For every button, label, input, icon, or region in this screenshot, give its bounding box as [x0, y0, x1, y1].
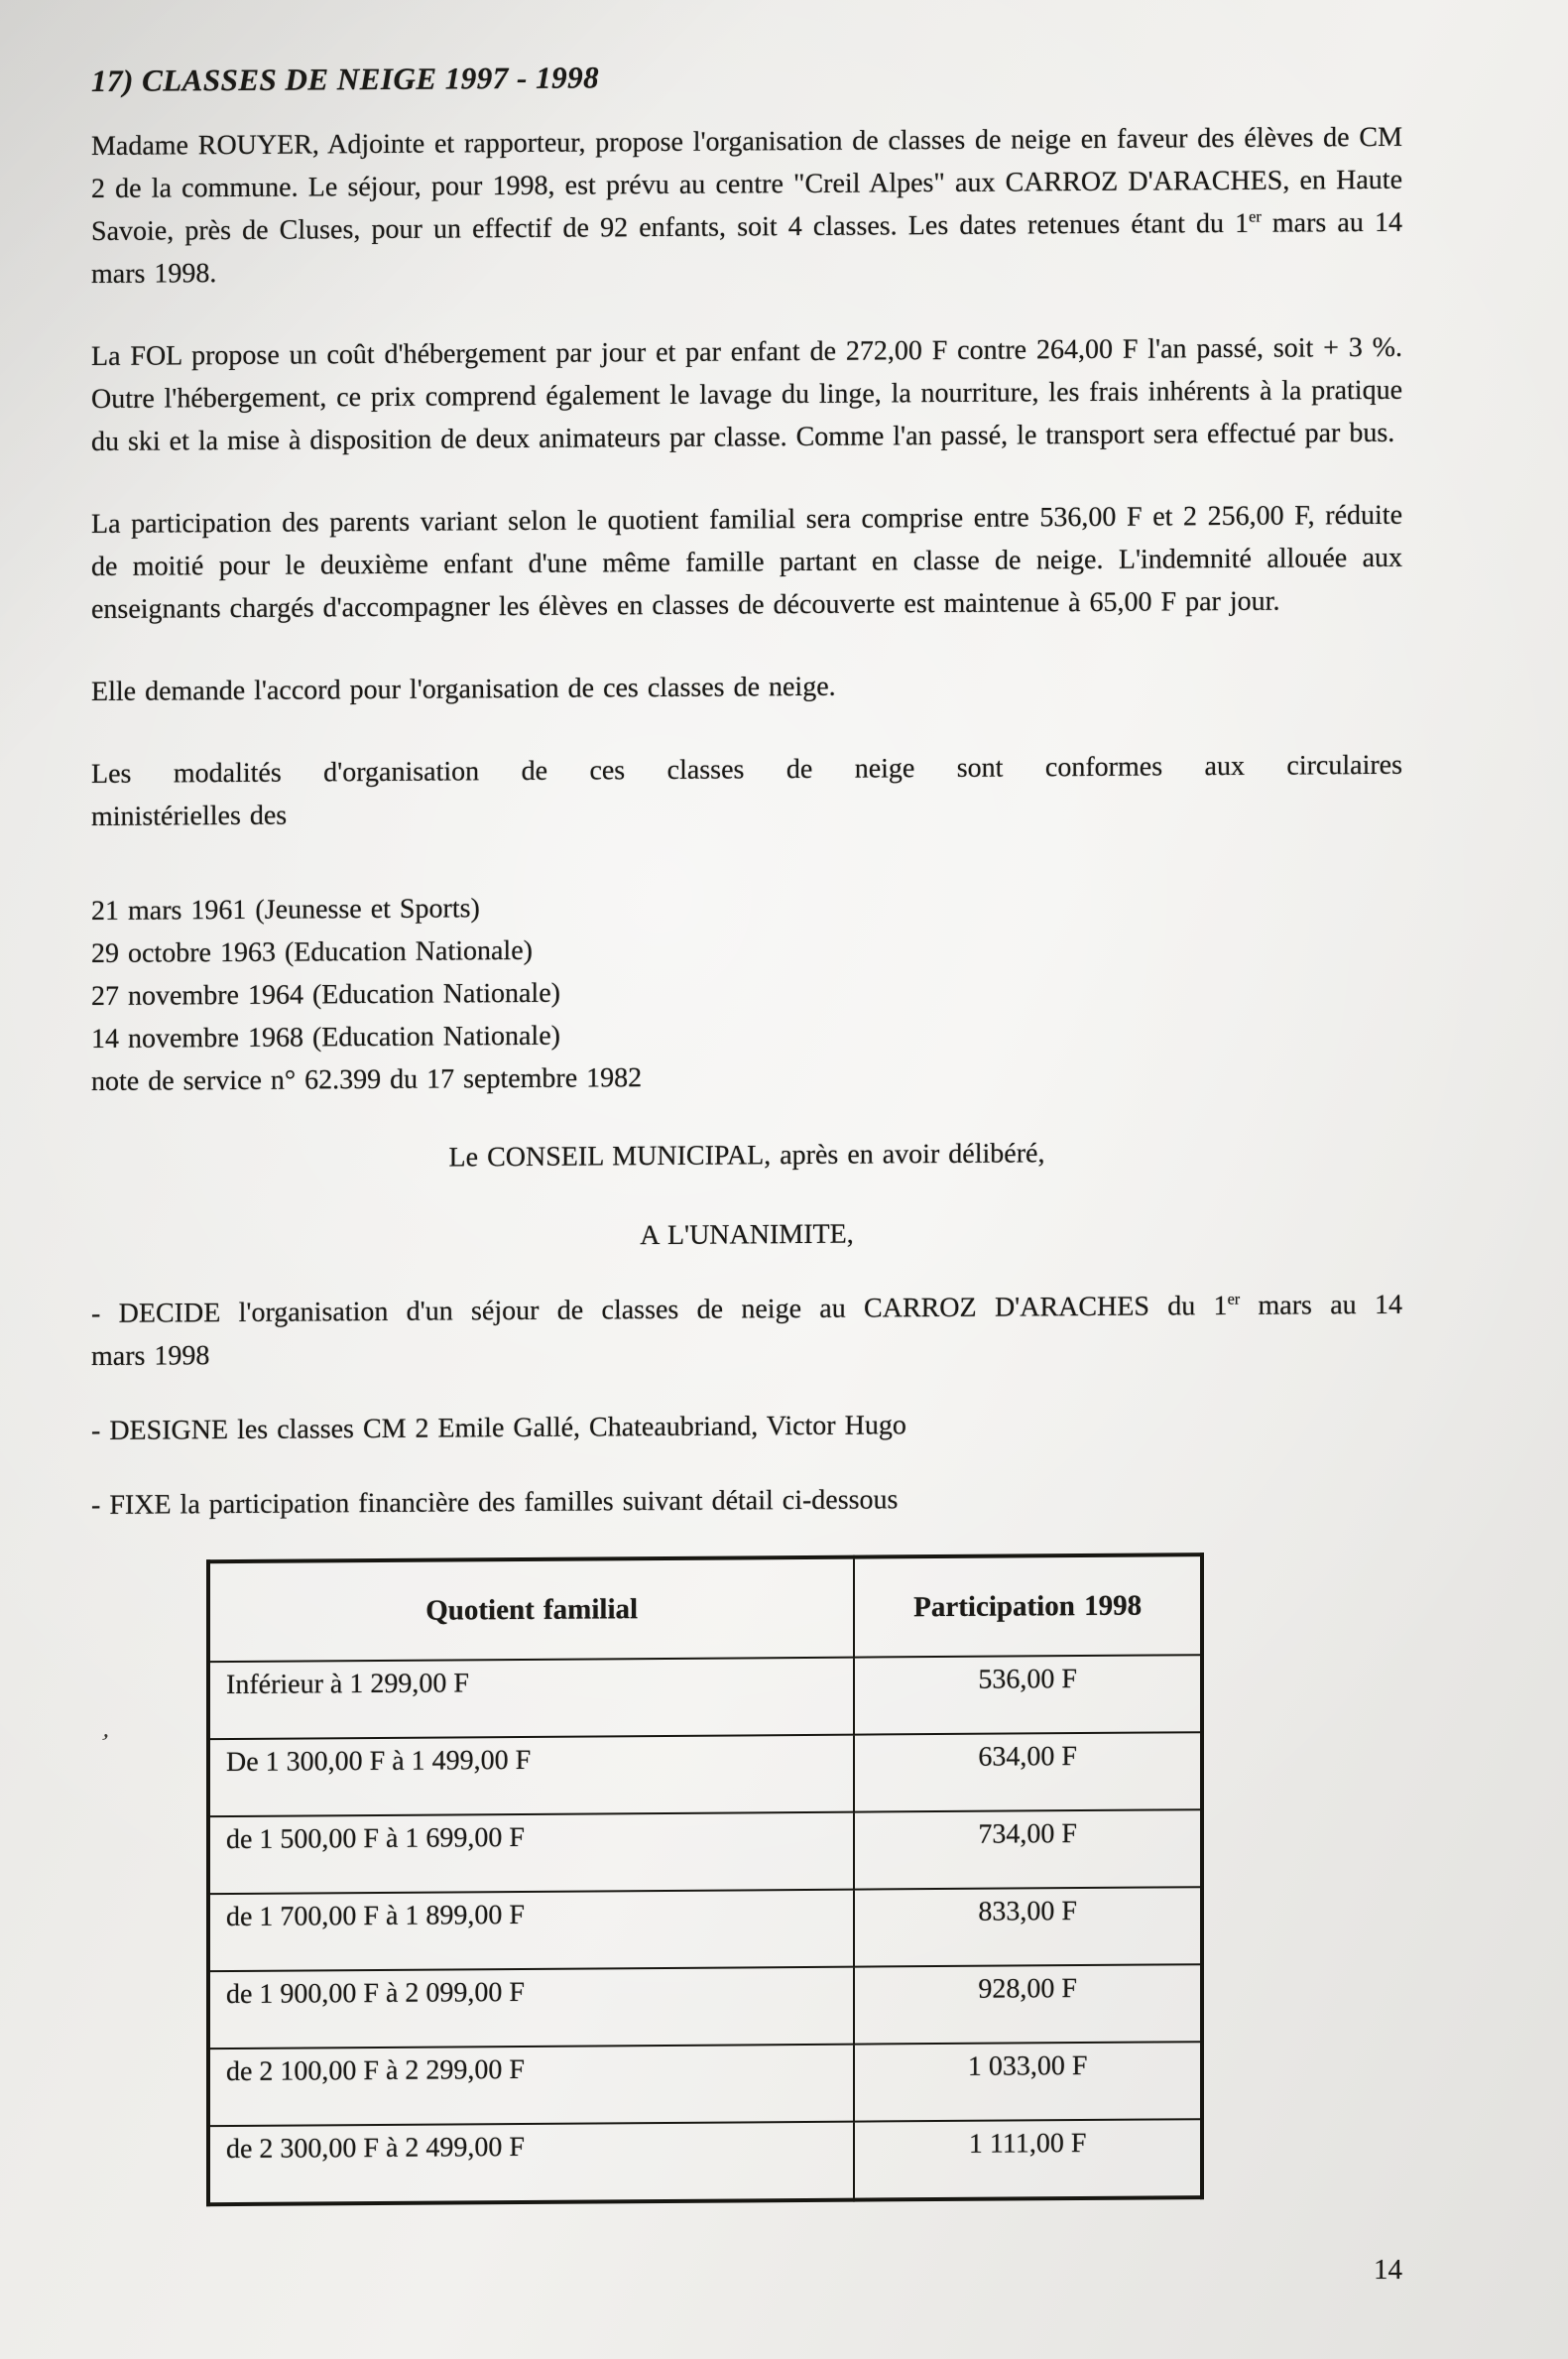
table-row — [208, 1809, 1202, 1894]
decision-decide-line2: mars 1998 — [91, 1340, 210, 1372]
superscript-er: er — [1227, 1290, 1241, 1308]
unanimity-line: A L'UNANIMITE, — [640, 1218, 854, 1252]
cell-participation: 833,00 F — [854, 1887, 1202, 1966]
table-row — [208, 2042, 1202, 2126]
paragraph-modalites-line1: Les modalités d'organisation de ces classes de neige sont conformes aux circulaires — [91, 749, 1402, 790]
paragraph-parent-participation: La participation des parents variant selon le quotient familial sera comprise entre 536,00 F et 2 256,00 F, réduite de moitié pour le deuxième enfant d'une même famille partant en classe de neige. L'indemnité allouée aux enseignants chargés d'accompagner les élèves en classes de découverte est maintenue à 65,00 F par jour. — [91, 499, 1402, 625]
document-title: 17) CLASSES DE NEIGE 1997 - 1998 — [91, 60, 600, 98]
stray-pen-mark: ’ — [94, 1727, 113, 1758]
cell-participation: 928,00 F — [854, 1964, 1202, 2044]
circular-item: 29 octobre 1963 (Education Nationale) — [91, 934, 533, 969]
decision-fixe: - FIXE la participation financière des familles suivant détail ci-dessous — [91, 1484, 899, 1521]
cell-participation: 536,00 F — [854, 1655, 1202, 1734]
paragraph-modalites-line2: ministérielles des — [91, 800, 288, 832]
circular-item: note de service n° 62.399 du 17 septembre 1982 — [91, 1062, 643, 1097]
cell-quotient: de 2 100,00 F à 2 299,00 F — [208, 2045, 854, 2127]
table-row — [208, 1732, 1202, 1816]
decide-pre: - DECIDE l'organisation d'un séjour de classes de neige au CARROZ D'ARACHES du 1 — [91, 1291, 1228, 1329]
paragraph-madame-post: mars au 14 mars 1998. — [91, 206, 1402, 290]
paragraph-modalites — [91, 744, 1402, 838]
table-row — [208, 2119, 1202, 2204]
document-body — [91, 55, 1402, 2207]
cell-quotient: de 1 500,00 F à 1 699,00 F — [208, 1812, 854, 1895]
cell-participation: 734,00 F — [854, 1809, 1202, 1889]
paragraph-fol-cost: La FOL propose un coût d'hébergement par jour et par enfant de 272,00 F contre 264,00 F l'an passé, soit + 3 %. Outre l'hébergement, ce prix comprend également le lavage du linge, la nourriture, les frais inhérents à la pratique du ski et la mise à disposition de deux animateurs par classe. Comme l'an passé, le transport sera effectué par bus. — [91, 331, 1402, 457]
superscript-er: er — [1249, 207, 1262, 226]
cell-quotient: Inférieur à 1 299,00 F — [208, 1658, 854, 1740]
table-row — [208, 1887, 1202, 1971]
decision-designe: - DESIGNE les classes CM 2 Emile Gallé, Chateaubriand, Victor Hugo — [91, 1410, 906, 1446]
council-deliberation-line: Le CONSEIL MUNICIPAL, après en avoir délibéré, — [448, 1138, 1045, 1174]
cell-quotient: de 2 300,00 F à 2 499,00 F — [208, 2122, 854, 2205]
paragraph-accord-request: Elle demande l'accord pour l'organisation de ces classes de neige. — [91, 671, 836, 707]
cell-quotient: de 1 900,00 F à 2 099,00 F — [208, 1967, 854, 2049]
table-header-participation-1998: Participation 1998 — [854, 1554, 1202, 1657]
cell-quotient: De 1 300,00 F à 1 499,00 F — [208, 1735, 854, 1817]
page-number: 14 — [1374, 2254, 1402, 2286]
circular-item: 21 mars 1961 (Jeunesse et Sports) — [91, 893, 480, 927]
cell-quotient: de 1 700,00 F à 1 899,00 F — [208, 1890, 854, 1972]
table-row — [208, 1964, 1202, 2049]
table-row — [208, 1655, 1202, 1739]
decide-post: mars au 14 — [1240, 1289, 1403, 1321]
paragraph-madame-rouyer — [91, 116, 1402, 296]
cell-participation: 1 033,00 F — [854, 2042, 1202, 2121]
paragraph-madame-pre: Madame ROUYER, Adjointe et rapporteur, propose l'organisation de classes de neige en faveur des élèves de CM 2 de la commune. Le séjour, pour 1998, est prévu au centre "Creil Alpes" aux CARROZ D'ARACHES, en Haute Savoie, près de Cluses, pour un effectif de 92 enfants, soit 4 classes. Les dates retenues étant du 1 — [91, 121, 1402, 247]
table-header-row — [208, 1554, 1202, 1662]
circular-item: 27 novembre 1964 (Education Nationale) — [91, 977, 560, 1012]
cell-participation: 634,00 F — [854, 1732, 1202, 1811]
circulars-list — [91, 881, 1402, 1103]
cell-participation: 1 111,00 F — [854, 2119, 1202, 2199]
decision-decide — [91, 1284, 1402, 1378]
participation-table — [206, 1552, 1204, 2206]
circular-item: 14 novembre 1968 (Education Nationale) — [91, 1020, 560, 1055]
table-header-quotient-familial: Quotient familial — [208, 1557, 854, 1663]
